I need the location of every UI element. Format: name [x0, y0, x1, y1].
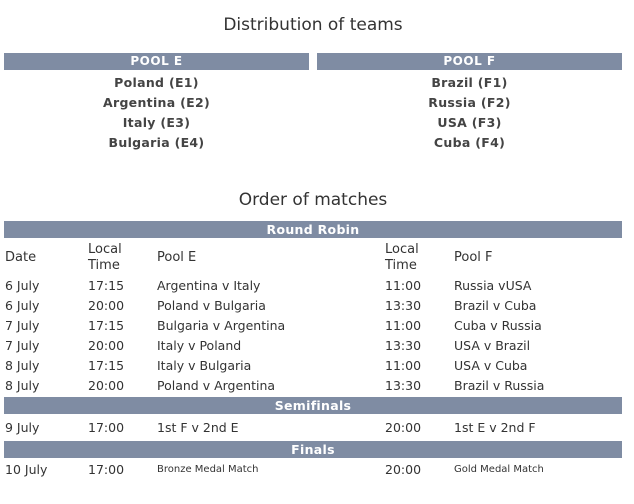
match-pool-e: Argentina v Italy — [157, 278, 261, 293]
match-pool-f: Brazil v Cuba — [454, 298, 537, 313]
match-time-f: 13:30 — [385, 378, 422, 393]
match-time-f: 20:00 — [385, 462, 422, 477]
col-header-date: Date — [5, 250, 37, 265]
pool-e-team: Poland (E1) — [114, 75, 199, 90]
match-pool-e: Bronze Medal Match — [157, 464, 259, 475]
match-pool-f: USA v Cuba — [454, 358, 528, 373]
col-header-line: Time — [88, 258, 120, 273]
pool-f-team: Cuba (F4) — [433, 135, 506, 150]
match-time-f: 11:00 — [385, 318, 422, 333]
match-row — [0, 460, 634, 480]
match-pool-f: Gold Medal Match — [454, 464, 544, 475]
match-time-e: 20:00 — [88, 338, 125, 353]
col-header-local-time-e — [88, 242, 122, 274]
match-pool-e: Poland v Argentina — [157, 378, 276, 393]
match-pool-e: Italy v Bulgaria — [157, 358, 252, 373]
match-time-f: 13:30 — [385, 338, 422, 353]
pool-e-team: Bulgaria (E4) — [108, 135, 205, 150]
match-pool-f: USA v Brazil — [454, 338, 531, 353]
match-row — [0, 418, 634, 438]
match-time-e: 17:15 — [88, 358, 125, 373]
match-pool-e: Bulgaria v Argentina — [157, 318, 286, 333]
match-row — [0, 276, 634, 296]
match-date: 8 July — [5, 378, 40, 393]
match-date: 7 July — [5, 318, 40, 333]
pool-e-team-list — [4, 73, 309, 153]
match-pool-f: 1st E v 2nd F — [454, 420, 536, 435]
pool-f-team: USA (F3) — [437, 115, 502, 130]
finals-band: Finals — [4, 441, 622, 458]
match-time-f: 20:00 — [385, 420, 422, 435]
match-date: 7 July — [5, 338, 40, 353]
match-date: 10 July — [5, 462, 48, 477]
pool-e-team: Italy (E3) — [122, 115, 191, 130]
match-time-f: 11:00 — [385, 358, 422, 373]
match-pool-e: 1st F v 2nd E — [157, 420, 239, 435]
match-pool-f: Russia vUSA — [454, 278, 532, 293]
match-date: 6 July — [5, 298, 40, 313]
col-header-local-time-f — [385, 242, 419, 274]
match-pool-e: Italy v Poland — [157, 338, 242, 353]
match-time-e: 17:00 — [88, 462, 125, 477]
match-time-f: 11:00 — [385, 278, 422, 293]
match-time-e: 20:00 — [88, 298, 125, 313]
col-header-pool-f: Pool F — [454, 250, 493, 265]
col-header-line: Local — [385, 242, 419, 257]
match-row — [0, 296, 634, 316]
match-time-e: 20:00 — [88, 378, 125, 393]
match-pool-f: Brazil v Russia — [454, 378, 545, 393]
match-row — [0, 336, 634, 356]
pool-f-team-list — [317, 73, 622, 153]
match-time-e: 17:15 — [88, 278, 125, 293]
col-header-pool-e: Pool E — [157, 250, 197, 265]
match-time-e: 17:00 — [88, 420, 125, 435]
round-robin-band: Round Robin — [4, 221, 622, 238]
match-time-e: 17:15 — [88, 318, 125, 333]
pool-e-team: Argentina (E2) — [103, 95, 210, 110]
col-header-line: Time — [385, 258, 417, 273]
pool-f-team: Russia (F2) — [428, 95, 511, 110]
match-pool-e: Poland v Bulgaria — [157, 298, 266, 313]
match-row — [0, 376, 634, 396]
pool-f-header: POOL F — [317, 53, 622, 70]
pool-e-header: POOL E — [4, 53, 309, 70]
match-row — [0, 356, 634, 376]
match-pool-f: Cuba v Russia — [454, 318, 542, 333]
match-date: 6 July — [5, 278, 40, 293]
match-time-f: 13:30 — [385, 298, 422, 313]
semifinals-band: Semifinals — [4, 397, 622, 414]
pool-f-team: Brazil (F1) — [431, 75, 508, 90]
col-header-line: Local — [88, 242, 122, 257]
match-date: 8 July — [5, 358, 40, 373]
match-date: 9 July — [5, 420, 40, 435]
distribution-title: Distribution of teams — [223, 15, 403, 35]
match-row — [0, 316, 634, 336]
order-title: Order of matches — [238, 190, 388, 210]
